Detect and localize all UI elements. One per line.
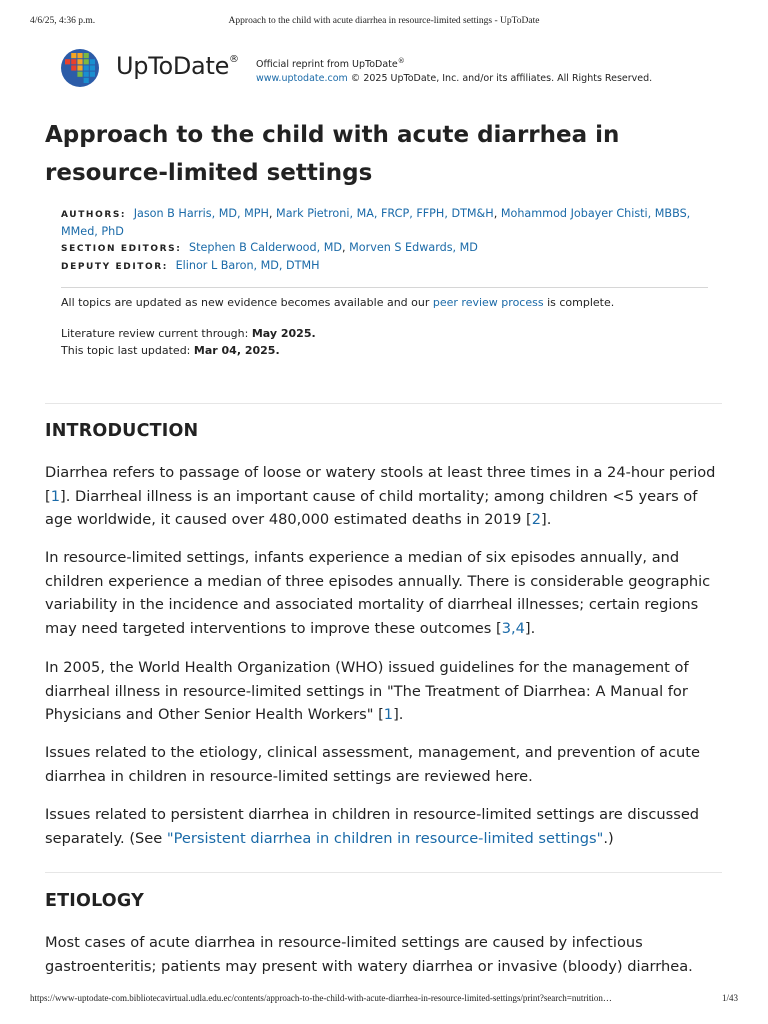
author-link[interactable]: Jason B Harris, MD, MPH [133,207,269,220]
logo-tile [84,78,89,83]
brand-wordmark: UpToDate [116,52,230,80]
logo-tile [90,65,95,70]
logo-tile [77,65,82,70]
section-editors-row [61,240,701,258]
paragraph-text: ]. Diarrheal illness is an important cause of child mortality; among children <5 years of age worldwide, it caused over 480,000 estimated deaths in 2019 [ [45,487,698,529]
literature-review-info [61,326,711,359]
logo-tile [84,59,89,64]
deputy-editor-row [61,258,701,276]
section-editors-label: SECTION EDITORS: [61,244,182,255]
page-number: 1/43 [721,993,738,1003]
print-date: 4/6/25, 4:36 p.m. [30,16,96,26]
logo-tile [71,65,76,70]
uptodate-site-link[interactable]: www.uptodate.com [256,73,348,85]
introduction-paragraph [45,461,725,532]
peer-review-link[interactable]: peer review process [432,296,544,309]
introduction-heading: INTRODUCTION [45,421,199,441]
brand-name [116,52,239,80]
divider [61,287,708,288]
brand-registered-mark: ® [229,54,239,65]
last-updated-date: Mar 04, 2025. [193,343,280,357]
authors-row [61,206,701,240]
copyright-text: © 2025 UpToDate, Inc. and/or its affiliates. All Rights Reserved. [347,73,653,85]
divider [45,403,722,404]
introduction-paragraph [45,803,725,850]
update-notice-text: All topics are updated as new evidence becomes available and our [61,296,433,309]
uptodate-logo-icon [60,48,100,88]
reprint-line: Official reprint from UpToDate [256,59,398,71]
literature-review-label: Literature review current through: [61,327,252,340]
logo-tile [84,72,89,77]
print-page-title: Approach to the child with acute diarrhea in resource-limited settings - UpToDate [228,16,540,26]
page-title: Approach to the child with acute diarrhea in resource-limited settings [45,122,620,186]
paragraph-text: Diarrhea refers to passage of loose or watery stools at least three times in a 24-hour period [ [45,464,716,505]
separator: , [342,241,350,255]
author-link[interactable]: Mohammod Jobayer Chisti, MBBS, MMed, PhD [61,207,691,238]
author-link[interactable]: Mark Pietroni, MA, FRCP, FFPH, DTM&H [276,207,494,220]
logo-tile [77,53,82,58]
section-editor-link[interactable]: Morven S Edwards, MD [349,241,478,255]
reference-link[interactable]: 1 [383,706,394,724]
paragraph-text: In resource-limited settings, infants experience a median of six episodes annually, and children experience a median of three episodes annually. There is considerable geographic variability in the incidence and associated mortality of diarrheal illnesses; certain regions may need targeted interventions to improve these outcomes [ [45,549,711,637]
literature-review-date: May 2025. [251,327,316,340]
reference-link[interactable]: 2 [531,511,542,529]
introduction-paragraph [45,546,725,640]
reprint-notice [256,54,652,86]
deputy-editor-link[interactable]: Elinor L Baron, MD, DTMH [175,258,320,272]
reference-link[interactable]: 1 [50,487,60,505]
paragraph-text: ]. [541,511,552,529]
logo-tile [77,78,82,83]
logo-tile [84,53,89,58]
deputy-editor-label: DEPUTY EDITOR: [61,261,168,272]
brand-header [60,44,720,92]
reference-link[interactable]: 3,4 [501,619,525,637]
etiology-paragraph: Most cases of acute diarrhea in resource-limited settings are caused by infectious gastroenteritis; patients may present with watery diarrhea or invasive (bloody) diarrhea. [45,934,693,975]
logo-tile [90,72,95,77]
logo-tile [71,53,76,58]
print-footer [30,993,738,1007]
section-editor-link[interactable]: Stephen B Calderwood, MD [188,241,342,255]
logo-tile [65,65,70,70]
logo-tile [90,59,95,64]
topic-contributors [61,206,701,275]
introduction-paragraph [45,656,725,727]
print-header [30,16,738,30]
logo-tile [77,59,82,64]
separator: , [268,207,277,220]
related-topic-link[interactable]: "Persistent diarrhea in children in resource-limited settings" [166,829,604,847]
paragraph-text: In 2005, the World Health Organization (WHO) issued guidelines for the management of diarrheal illness in resource-limited settings in "The Treatment of Diarrhea: A Manual for Physicians and Other Senior Health Workers" [ [45,659,689,724]
logo-tile [71,72,76,77]
paragraph-text: Issues related to persistent diarrhea in children in resource-limited settings are discussed separately. (See [45,806,700,847]
last-updated-label: This topic last updated: [61,343,194,357]
paragraph-text: .) [603,829,614,847]
logo-tile [77,72,82,77]
logo-tile [71,59,76,64]
authors-label: AUTHORS: [61,210,127,220]
logo-tile [71,78,76,83]
paragraph-text: ]. [524,619,536,637]
paragraph-text: ]. [393,706,404,724]
divider [45,872,722,873]
print-url: https://www-uptodate-com.bibliotecavirtual.udla.edu.ec/contents/approach-to-the-child-with-acute-diarrhea-in-resource-limited-settings/print?search=nutrition… [30,993,612,1003]
logo-tile [65,59,70,64]
separator: , [493,207,501,220]
logo-tile [65,72,70,77]
logo-tile [84,65,89,70]
etiology-heading: ETIOLOGY [45,891,144,911]
update-notice-text-end: is complete. [543,296,615,309]
reprint-registered-mark: ® [397,57,405,65]
introduction-paragraph: Issues related to the etiology, clinical assessment, management, and prevention of acute diarrhea in children in resource-limited settings are reviewed here. [45,744,700,785]
update-notice [61,295,711,311]
